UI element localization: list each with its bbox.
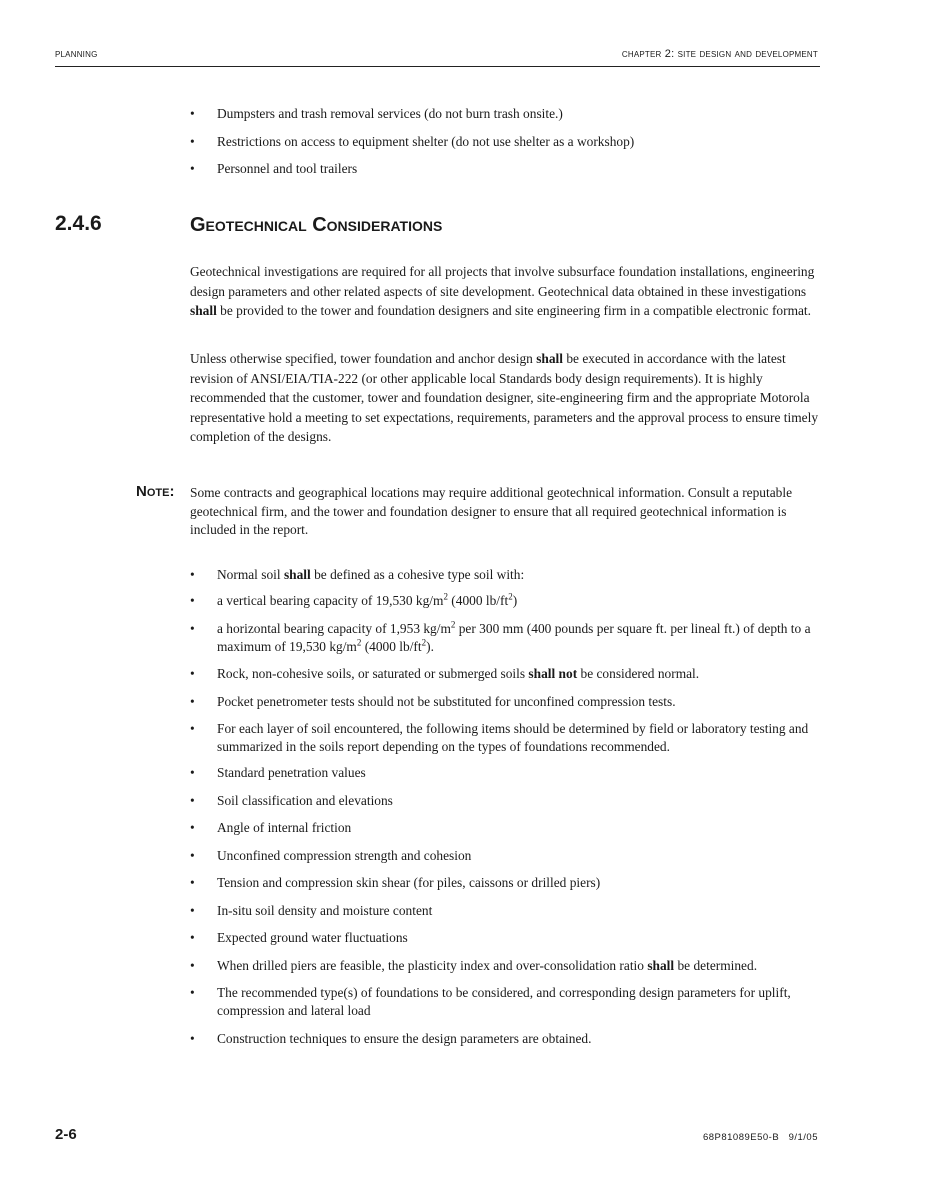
list-item-normal-soil: • Normal soil shall be defined as a cohesive type soil with: • a vertical bearing capacity of 19,530 $kg/m^2$ (4000 $lb/ft^2$) • a horizontal bearing capacity of 1,953 $kg/m^2$ per 300 mm (400 pounds per square ft. per lineal ft.) of depth to a maximum of 19,530 $kg/m^2$ (4000 $lb/ft^2$). (190, 566, 825, 656)
list-item: • In-situ soil density and moisture content (190, 902, 433, 918)
paragraph-foundation-design: Unless otherwise specified, tower foundation and anchor design shall be executed in accordance with the latest revision of ANSI/EIA/TIA-222 (or other applicable local Standards body design requirements). It is highly recommended that the customer, tower and foundation designer, site-engineering firm and the appropriate Motorola representative hold a meeting to set expectations, requirements, parameters and the approval process to ensure timely completion of the designs. (190, 351, 819, 445)
soil-layer-sublist (190, 764, 825, 1048)
list-item-horizontal-capacity: • a horizontal bearing capacity of 1,953 $kg/m^2$ per 300 mm (400 pounds per square ft. per lineal ft.) of depth to a maximum of 19,530 $kg/m^2$ (4000 $lb/ft^2$). (190, 619, 811, 654)
list-item-rock: • Rock, non-cohesive soils, or saturated or submerged soils shall not be considered normal. (190, 666, 700, 681)
list-item: • Personnel and tool trailers (190, 161, 358, 176)
normal-soil-sublist (190, 592, 825, 656)
list-item-soil-layers: • For each layer of soil encountered, the following items should be determined by field or laboratory testing and summarized in the soils report depending on the types of foundations recommended. • Standard penetration values • Soil classification and elevations • Angle of internal friction • Unconfined compression strength and cohesion • Tension and compression skin shear (for piles, caissons or drilled piers) • In-situ soil density and moisture content • Expected ground water fluctuations • When drilled piers are feasible, the plasticity index and over-consolidation ratio shall be determined. • The recommended type(s) of foundations to be considered, and corresponding design parameters for uplift, compression and lateral load • Construction techniques to ensure the design parameters are obtained. (190, 720, 825, 1048)
list-item-drilled-piers: • When drilled piers are feasible, the plasticity index and over-consolidation ratio shall be determined. (190, 957, 758, 973)
section-title: Geotechnical Considerations (190, 214, 443, 236)
list-item-vertical-capacity: • a vertical bearing capacity of 19,530 $kg/m^2$ (4000 $lb/ft^2$) (190, 591, 518, 608)
section-number: 2.4.6 (55, 212, 102, 235)
list-item: • Unconfined compression strength and cohesion (190, 847, 472, 863)
document-id: 68P81089E50-B 9/1/05 (702, 1132, 818, 1143)
running-header-left: planning (55, 48, 98, 60)
list-item: • Dumpsters and trash removal services (do not burn trash onsite.) (190, 106, 563, 121)
list-item: • Soil classification and elevations (190, 792, 393, 808)
paragraph-geotechnical-investigations: Geotechnical investigations are required for all projects that involve subsurface foundation installations, engineering design parameters and other related aspects of site development. Geotechnical data obtained in these investigations shall be provided to the tower and foundation designers and site engineering firm in a compatible electronic format. (190, 264, 815, 319)
running-header-right: chapter 2: site design and development (621, 48, 818, 60)
list-item: • Restrictions on access to equipment shelter (do not use shelter as a workshop) (190, 133, 635, 149)
list-item: • Expected ground water fluctuations (190, 930, 408, 945)
list-item: • Tension and compression skin shear (for piles, caissons or drilled piers) (190, 875, 601, 890)
list-item: • Angle of internal friction (190, 820, 352, 835)
soil-bullet-list (190, 566, 825, 1057)
list-item-pocket-penetrometer: • Pocket penetrometer tests should not be substituted for unconfined compression tests. (190, 693, 676, 709)
note-text: Some contracts and geographical locations may require additional geotechnical information. Consult a reputable geotechnical firm, and the tower and foundation designer to ensure that all required geotechnical information is included in the report. (190, 485, 793, 537)
list-item-recommended-foundations: • The recommended type(s) of foundations to be considered, and corresponding design parameters for uplift, compression and lateral load (190, 985, 791, 1018)
list-item: • Standard penetration values (190, 765, 366, 780)
note-label: Note: (136, 483, 175, 500)
header-divider (55, 66, 820, 67)
list-item-construction-techniques: • Construction techniques to ensure the design parameters are obtained. (190, 1030, 592, 1046)
page-number: 2-6 (55, 1126, 77, 1143)
top-bullet-list (190, 105, 825, 188)
